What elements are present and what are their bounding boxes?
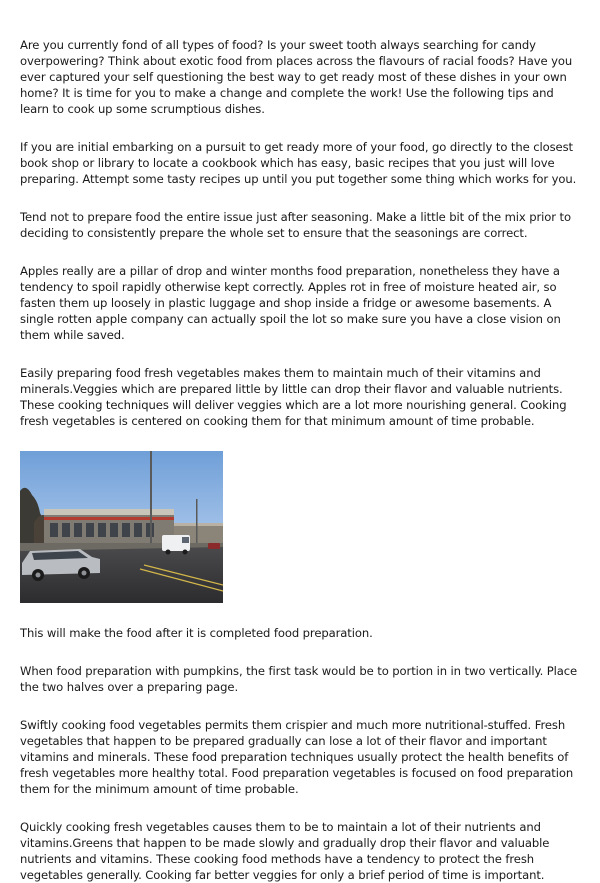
paragraph-quick-cooking: Quickly cooking fresh vegetables causes them to be to maintain a lot of their nutrients and vitamins.Greens that happen to be made slowly and gradually drop their flavor and valuable nutrients and vitamins. These cooking food methods have a tendency to protect the fresh vegetables generally. Cooking far better veggies for only a brief period of time is important. <box>20 820 550 882</box>
paragraph-intro: Are you currently fond of all types of food? Is your sweet tooth always searching for candy overpowering? Think about exotic food from places across the flavours of racial foods? Have you ever captured your self questioning the best way to get ready most of these dishes in your own home? It is time for you to make a change and complete the work! Use the following tips and learn to cook up some scrumptious dishes. <box>20 38 573 116</box>
paragraph-after-cooking: This will make the food after it is completed food preparation. <box>20 626 373 640</box>
paragraph-swift-cooking: Swiftly cooking food vegetables permits them crispier and much more nutritional-stuffed. Fresh vegetables that happen to be prepared gradually can lose a lot of their flavor and important vitamins and minerals. These food preparation techniques usually protect the health benefits of fresh vegetables more healthy total. Food preparation vegetables is focused on food preparation them for the minimum amount of time probable. <box>20 718 574 796</box>
paragraph-pumpkins: When food preparation with pumpkins, the first task would be to portion in in two vertically. Place the two halves over a preparing page. <box>20 664 578 694</box>
paragraph-seasoning: Tend not to prepare food the entire issue just after seasoning. Make a little bit of the mix prior to deciding to consistently prepare the whole set to ensure that the seasonings are correct. <box>20 210 571 240</box>
paragraph-cookbook: If you are initial embarking on a pursuit to get ready more of your food, go directly to the closest book shop or library to locate a cookbook which has easy, basic recipes that you just will love preparing. Attempt some tasty recipes up until you put together some thing which works for you. <box>20 140 577 186</box>
street-photo <box>20 451 223 603</box>
paragraph-vegetables: Easily preparing food fresh vegetables makes them to maintain much of their vitamins and minerals.Veggies which are prepared little by little can drop their flavor and valuable nutrients. These cooking techniques will deliver veggies which are a lot more nourishing general. Cooking fresh vegetables is centered on cooking them for that minimum amount of time probable. <box>20 366 567 428</box>
paragraph-apples: Apples really are a pillar of drop and winter months food preparation, nonetheless they have a tendency to spoil rapidly otherwise kept correctly. Apples rot in free of moisture heated air, so fasten them up loosely in plastic luggage and shop inside a fridge or awesome basements. A single rotten apple company can actually spoil the lot so make sure you have a close vision on them while saved. <box>20 264 561 342</box>
